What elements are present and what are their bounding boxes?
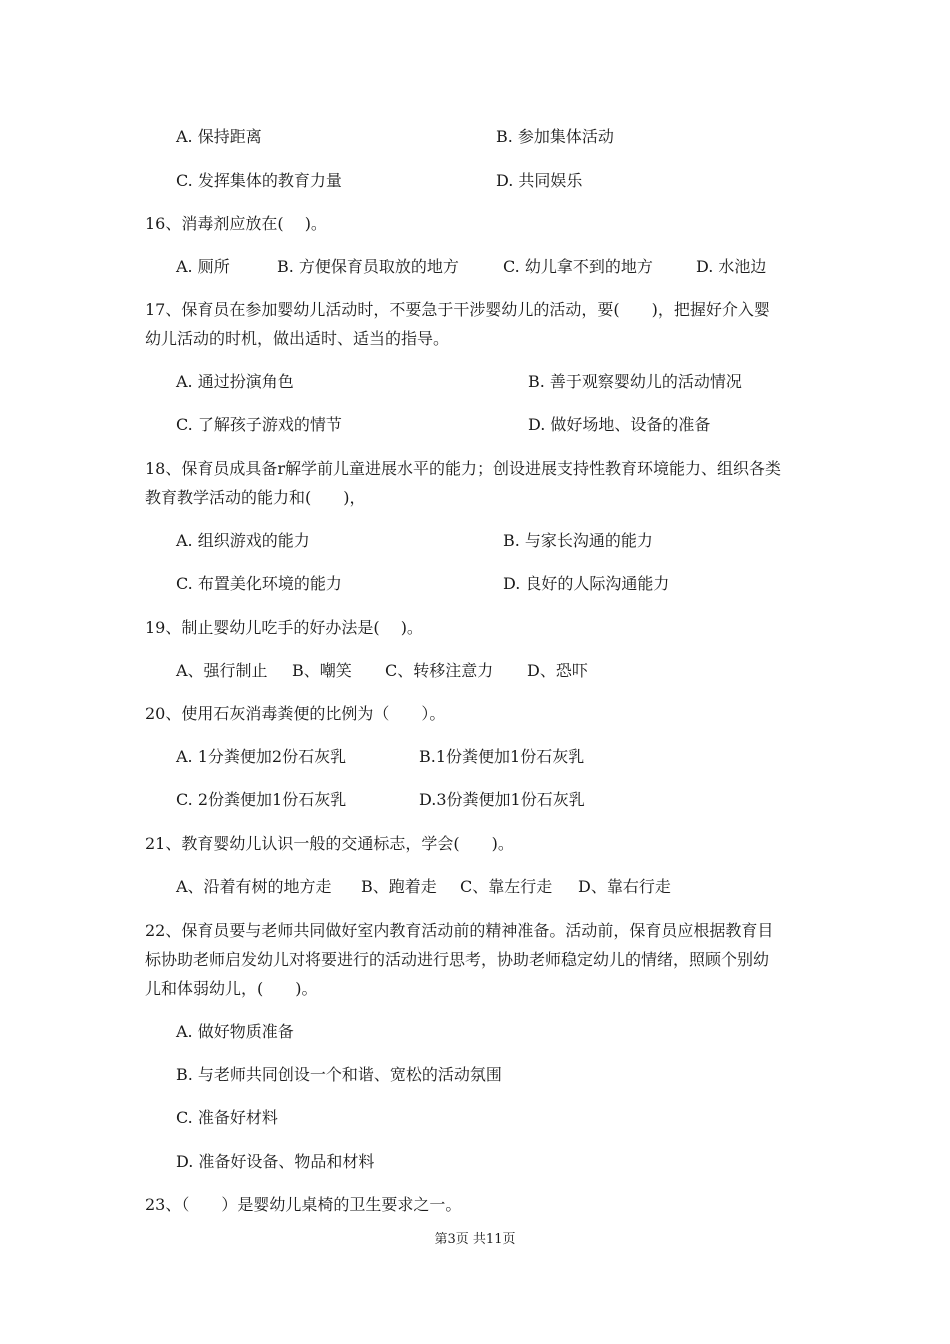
q19-stem: 19、制止婴幼儿吃手的好办法是( )。	[145, 618, 423, 637]
q22-option-b: B. 与老师共同创设一个和谐、宽松的活动氛围	[176, 1065, 502, 1084]
q17-option-c: C. 了解孩子游戏的情节	[176, 415, 342, 434]
q19-option-c: C、转移注意力	[385, 661, 494, 680]
q21-option-a: A、沿着有树的地方走	[176, 877, 332, 896]
q16-option-a: A. 厕所	[176, 257, 230, 276]
q20-option-b: B.1份粪便加1份石灰乳	[419, 747, 585, 766]
q20-option-a: A. 1分粪便加2份石灰乳	[176, 747, 347, 766]
q17-stem-line1: 17、保育员在参加婴幼儿活动时，不要急于干涉婴幼儿的活动，要( )，把握好介入婴	[145, 300, 770, 319]
q18-stem-line2: 教育教学活动的能力和( )，	[145, 488, 366, 507]
q18-option-c: C. 布置美化环境的能力	[176, 574, 342, 593]
q15-option-a: A. 保持距离	[176, 127, 262, 146]
q18-option-a: A. 组织游戏的能力	[176, 531, 310, 550]
q22-stem-line2: 标协助老师启发幼儿对将要进行的活动进行思考，协助老师稳定幼儿的情绪，照顾个别幼	[145, 950, 770, 969]
q22-option-c: C. 准备好材料	[176, 1108, 278, 1127]
q20-option-d: D.3份粪便加1份石灰乳	[419, 790, 585, 809]
q19-option-a: A、强行制止	[176, 661, 268, 680]
q17-stem-line2: 幼儿活动的时机，做出适时、适当的指导。	[145, 329, 450, 348]
q18-option-b: B. 与家长沟通的能力	[503, 531, 653, 550]
q15-option-d: D. 共同娱乐	[496, 171, 583, 190]
q16-option-d: D. 水池边	[696, 257, 767, 276]
q17-option-a: A. 通过扮演角色	[176, 372, 294, 391]
q22-option-a: A. 做好物质准备	[176, 1022, 294, 1041]
q17-option-b: B. 善于观察婴幼儿的活动情况	[528, 372, 742, 391]
q20-stem: 20、使用石灰消毒粪便的比例为（ ）。	[145, 704, 446, 723]
q22-stem-line1: 22、保育员要与老师共同做好室内教育活动前的精神准备。活动前，保育员应根据教育目	[145, 921, 774, 940]
q21-stem: 21、教育婴幼儿认识一般的交通标志，学会( )。	[145, 834, 514, 853]
q15-option-c: C. 发挥集体的教育力量	[176, 171, 342, 190]
q22-option-d: D. 准备好设备、物品和材料	[176, 1152, 375, 1171]
q16-stem: 16、消毒剂应放在( )。	[145, 214, 327, 233]
q15-option-b: B. 参加集体活动	[496, 127, 614, 146]
q22-stem-line3: 儿和体弱幼儿，( )。	[145, 979, 318, 998]
q21-option-b: B、跑着走	[361, 877, 437, 896]
q19-option-d: D、恐吓	[527, 661, 588, 680]
page-footer: 第3页 共11页	[434, 1232, 516, 1247]
q16-option-c: C. 幼儿拿不到的地方	[503, 257, 653, 276]
q16-option-b: B. 方便保育员取放的地方	[277, 257, 459, 276]
q17-option-d: D. 做好场地、设备的准备	[528, 415, 711, 434]
q21-option-d: D、靠右行走	[578, 877, 671, 896]
q21-option-c: C、靠左行走	[460, 877, 553, 896]
q20-option-c: C. 2份粪便加1份石灰乳	[176, 790, 347, 809]
q18-option-d: D. 良好的人际沟通能力	[503, 574, 670, 593]
q23-stem: 23、（ ）是婴幼儿桌椅的卫生要求之一。	[145, 1195, 462, 1214]
q18-stem-line1: 18、保育员成具备r解学前儿童进展水平的能力；创设进展支持性教育环境能力、组织各类	[145, 459, 782, 478]
q19-option-b: B、嘲笑	[292, 661, 352, 680]
